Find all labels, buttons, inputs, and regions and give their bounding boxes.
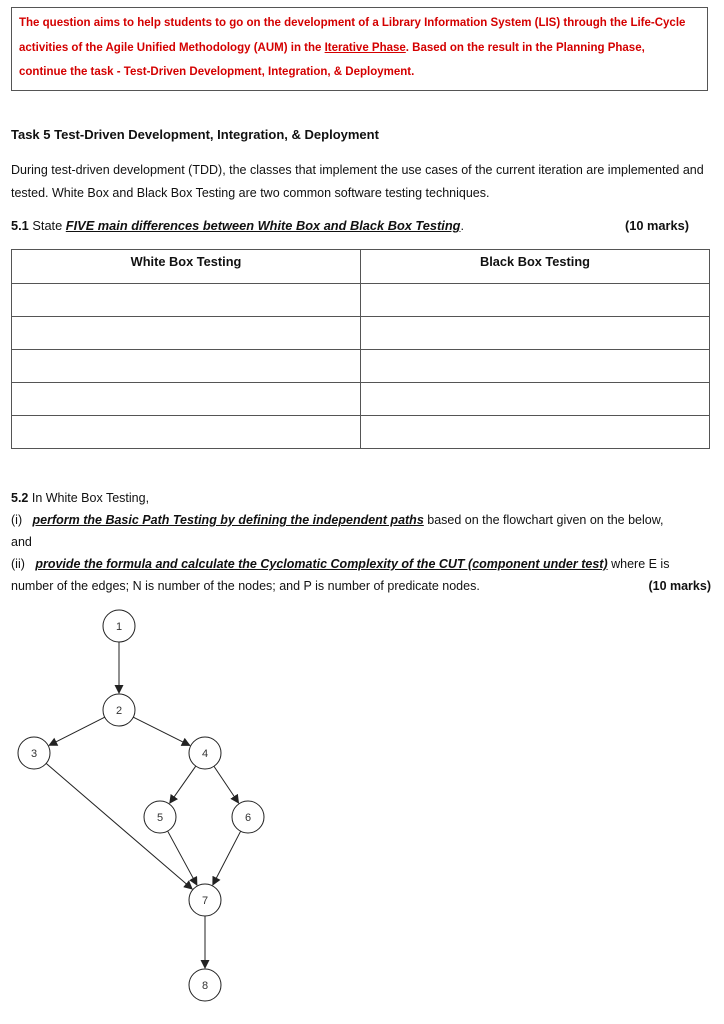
- q52-part-i: [11, 509, 711, 531]
- q52-marks: (10 marks): [648, 579, 711, 593]
- intro-line-2-text: activities of the Agile Unified Methodology (AUM) in the: [19, 41, 325, 54]
- node-label: 7: [201, 895, 209, 907]
- q51-emphasis: FIVE main differences between White Box and Black Box Testing: [65, 218, 461, 233]
- q52-and: and: [11, 535, 32, 549]
- node-6: [232, 801, 264, 833]
- node-label: 4: [201, 748, 209, 760]
- q52-i-emphasis: perform the Basic Path Testing by defining the independent paths: [32, 513, 424, 527]
- node-8: [189, 969, 221, 1001]
- node-label: 6: [244, 812, 252, 824]
- q52-ii-rest: where E is: [607, 557, 670, 571]
- white-box-cell: [12, 383, 361, 416]
- node-7: [189, 884, 221, 916]
- differences-table-body: [12, 284, 710, 449]
- q52-number: 5.2: [11, 491, 29, 505]
- node-label: 2: [115, 705, 123, 717]
- task-title: Task 5 Test-Driven Development, Integration, & Deployment: [11, 127, 379, 142]
- intro-line-3: continue the task - Test-Driven Development, Integration, & Deployment.: [19, 66, 415, 78]
- white-box-header: White Box Testing: [12, 250, 361, 284]
- white-box-cell: [12, 350, 361, 383]
- black-box-cell: [361, 317, 710, 350]
- intro-line-2-tail: . Based on the result in the Planning Phase,: [405, 41, 645, 54]
- q51-number: 5.1: [11, 218, 29, 233]
- q52-part-ii: [11, 553, 711, 575]
- node-5: [144, 801, 176, 833]
- q52-ii-line2: number of the edges; N is number of the nodes; and P is number of predicate nodes.: [11, 579, 480, 593]
- edge-2-3: [49, 717, 105, 745]
- table-row: [12, 416, 710, 449]
- node-label: 1: [115, 621, 123, 633]
- iterative-phase-link: Iterative Phase: [324, 41, 406, 54]
- black-box-cell: [361, 416, 710, 449]
- table-row: [12, 350, 710, 383]
- differences-table: [11, 249, 710, 449]
- intro-line-2: [19, 36, 701, 61]
- node-2: [103, 694, 135, 726]
- black-box-header: Black Box Testing: [361, 250, 710, 284]
- node-label: 5: [156, 812, 164, 824]
- question-5-1: [11, 218, 464, 233]
- edge-4-6: [214, 766, 239, 803]
- flowchart-diagram: [0, 595, 300, 1005]
- edge-2-4: [133, 717, 189, 745]
- q52-i-label: (i): [11, 513, 23, 527]
- q52-part-ii-line-2: [11, 575, 711, 597]
- task-paragraph: During test-driven development (TDD), the classes that implement the use cases of the current iteration are implemented and tested. White Box and Black Box Testing are two common software testing techniques.: [11, 163, 704, 200]
- table-row: [12, 317, 710, 350]
- table-row: [12, 383, 710, 416]
- edge-6-7: [213, 831, 241, 885]
- question-5-2: [11, 487, 711, 597]
- node-4: [189, 737, 221, 769]
- black-box-cell: [361, 284, 710, 317]
- q52-intro: In White Box Testing,: [28, 491, 150, 505]
- white-box-cell: [12, 284, 361, 317]
- black-box-cell: [361, 383, 710, 416]
- intro-line-1: The question aims to help students to go on the development of a Library Information System (LIS) through the Life-Cycle: [19, 17, 686, 29]
- white-box-cell: [12, 317, 361, 350]
- edge-5-7: [168, 831, 197, 885]
- q52-intro-line: [11, 487, 711, 509]
- edge-4-5: [170, 766, 196, 803]
- question-intro-box: [11, 7, 708, 91]
- q52-ii-emphasis: provide the formula and calculate the Cyclomatic Complexity of the CUT (component under test): [35, 557, 608, 571]
- white-box-cell: [12, 416, 361, 449]
- q51-prefix: State: [28, 218, 66, 233]
- node-label: 8: [201, 980, 209, 992]
- node-3: [18, 737, 50, 769]
- q52-i-rest: based on the flowchart given on the below,: [423, 513, 664, 527]
- q52-ii-label: (ii): [11, 557, 25, 571]
- q51-marks: (10 marks): [624, 218, 689, 233]
- node-1: [103, 610, 135, 642]
- q51-suffix: .: [460, 218, 465, 233]
- node-label: 3: [30, 748, 38, 760]
- table-row: [12, 284, 710, 317]
- black-box-cell: [361, 350, 710, 383]
